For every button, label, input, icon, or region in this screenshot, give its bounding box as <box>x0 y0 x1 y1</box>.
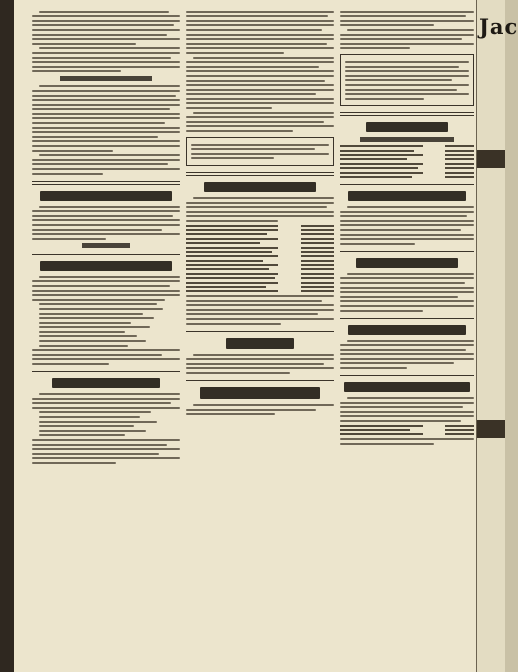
notice-request <box>186 354 334 374</box>
text-block-news <box>32 11 180 73</box>
text-block-ads <box>340 11 474 50</box>
heading-wood-auction-1 <box>40 261 172 271</box>
notice-house-auction <box>340 340 474 370</box>
column-left <box>32 8 180 467</box>
heading-public-sale <box>348 191 466 201</box>
heading-middle-floor <box>200 387 320 399</box>
heading-coal-sale <box>40 191 172 201</box>
boxed-advertisement <box>340 54 474 106</box>
column-right <box>340 8 474 447</box>
notice-wood-auction-1 <box>32 276 180 365</box>
boxed-notice <box>186 137 334 166</box>
section-divider <box>340 112 474 116</box>
price-list <box>340 137 474 178</box>
heading-request <box>226 338 294 349</box>
section-divider <box>32 371 180 372</box>
decorative-band <box>477 420 505 438</box>
heading-estate-notice <box>356 258 458 268</box>
notice-middle-floor <box>186 404 334 415</box>
section-divider <box>186 331 334 332</box>
notice-public-sale <box>340 206 474 245</box>
heading-property-auction <box>344 382 470 392</box>
section-divider <box>32 254 180 255</box>
heading-submission <box>204 182 316 192</box>
notice-submission <box>186 197 334 325</box>
section-divider <box>32 181 180 185</box>
section-divider <box>340 251 474 252</box>
section-divider <box>186 380 334 381</box>
newspaper-page <box>14 0 518 672</box>
notice-estate <box>340 273 474 312</box>
notice-coal-sale <box>32 206 180 248</box>
section-divider <box>340 184 474 185</box>
text-block-market <box>32 85 180 174</box>
section-subheading <box>60 76 152 81</box>
notice-wood-auction-2 <box>32 393 180 464</box>
decorative-band <box>477 150 505 168</box>
column-middle <box>186 8 334 418</box>
section-divider <box>340 375 474 376</box>
heading-wood-auction-2 <box>52 378 160 388</box>
heading-price-list <box>366 122 448 132</box>
section-divider <box>340 318 474 319</box>
section-divider <box>186 172 334 176</box>
adjacent-page-strip <box>476 0 518 672</box>
text-block-continued <box>186 11 334 132</box>
binding-spine <box>0 0 14 672</box>
heading-house-auction <box>348 325 466 335</box>
masthead-fragment: Jac <box>479 14 518 39</box>
notice-property-auction <box>340 397 474 445</box>
